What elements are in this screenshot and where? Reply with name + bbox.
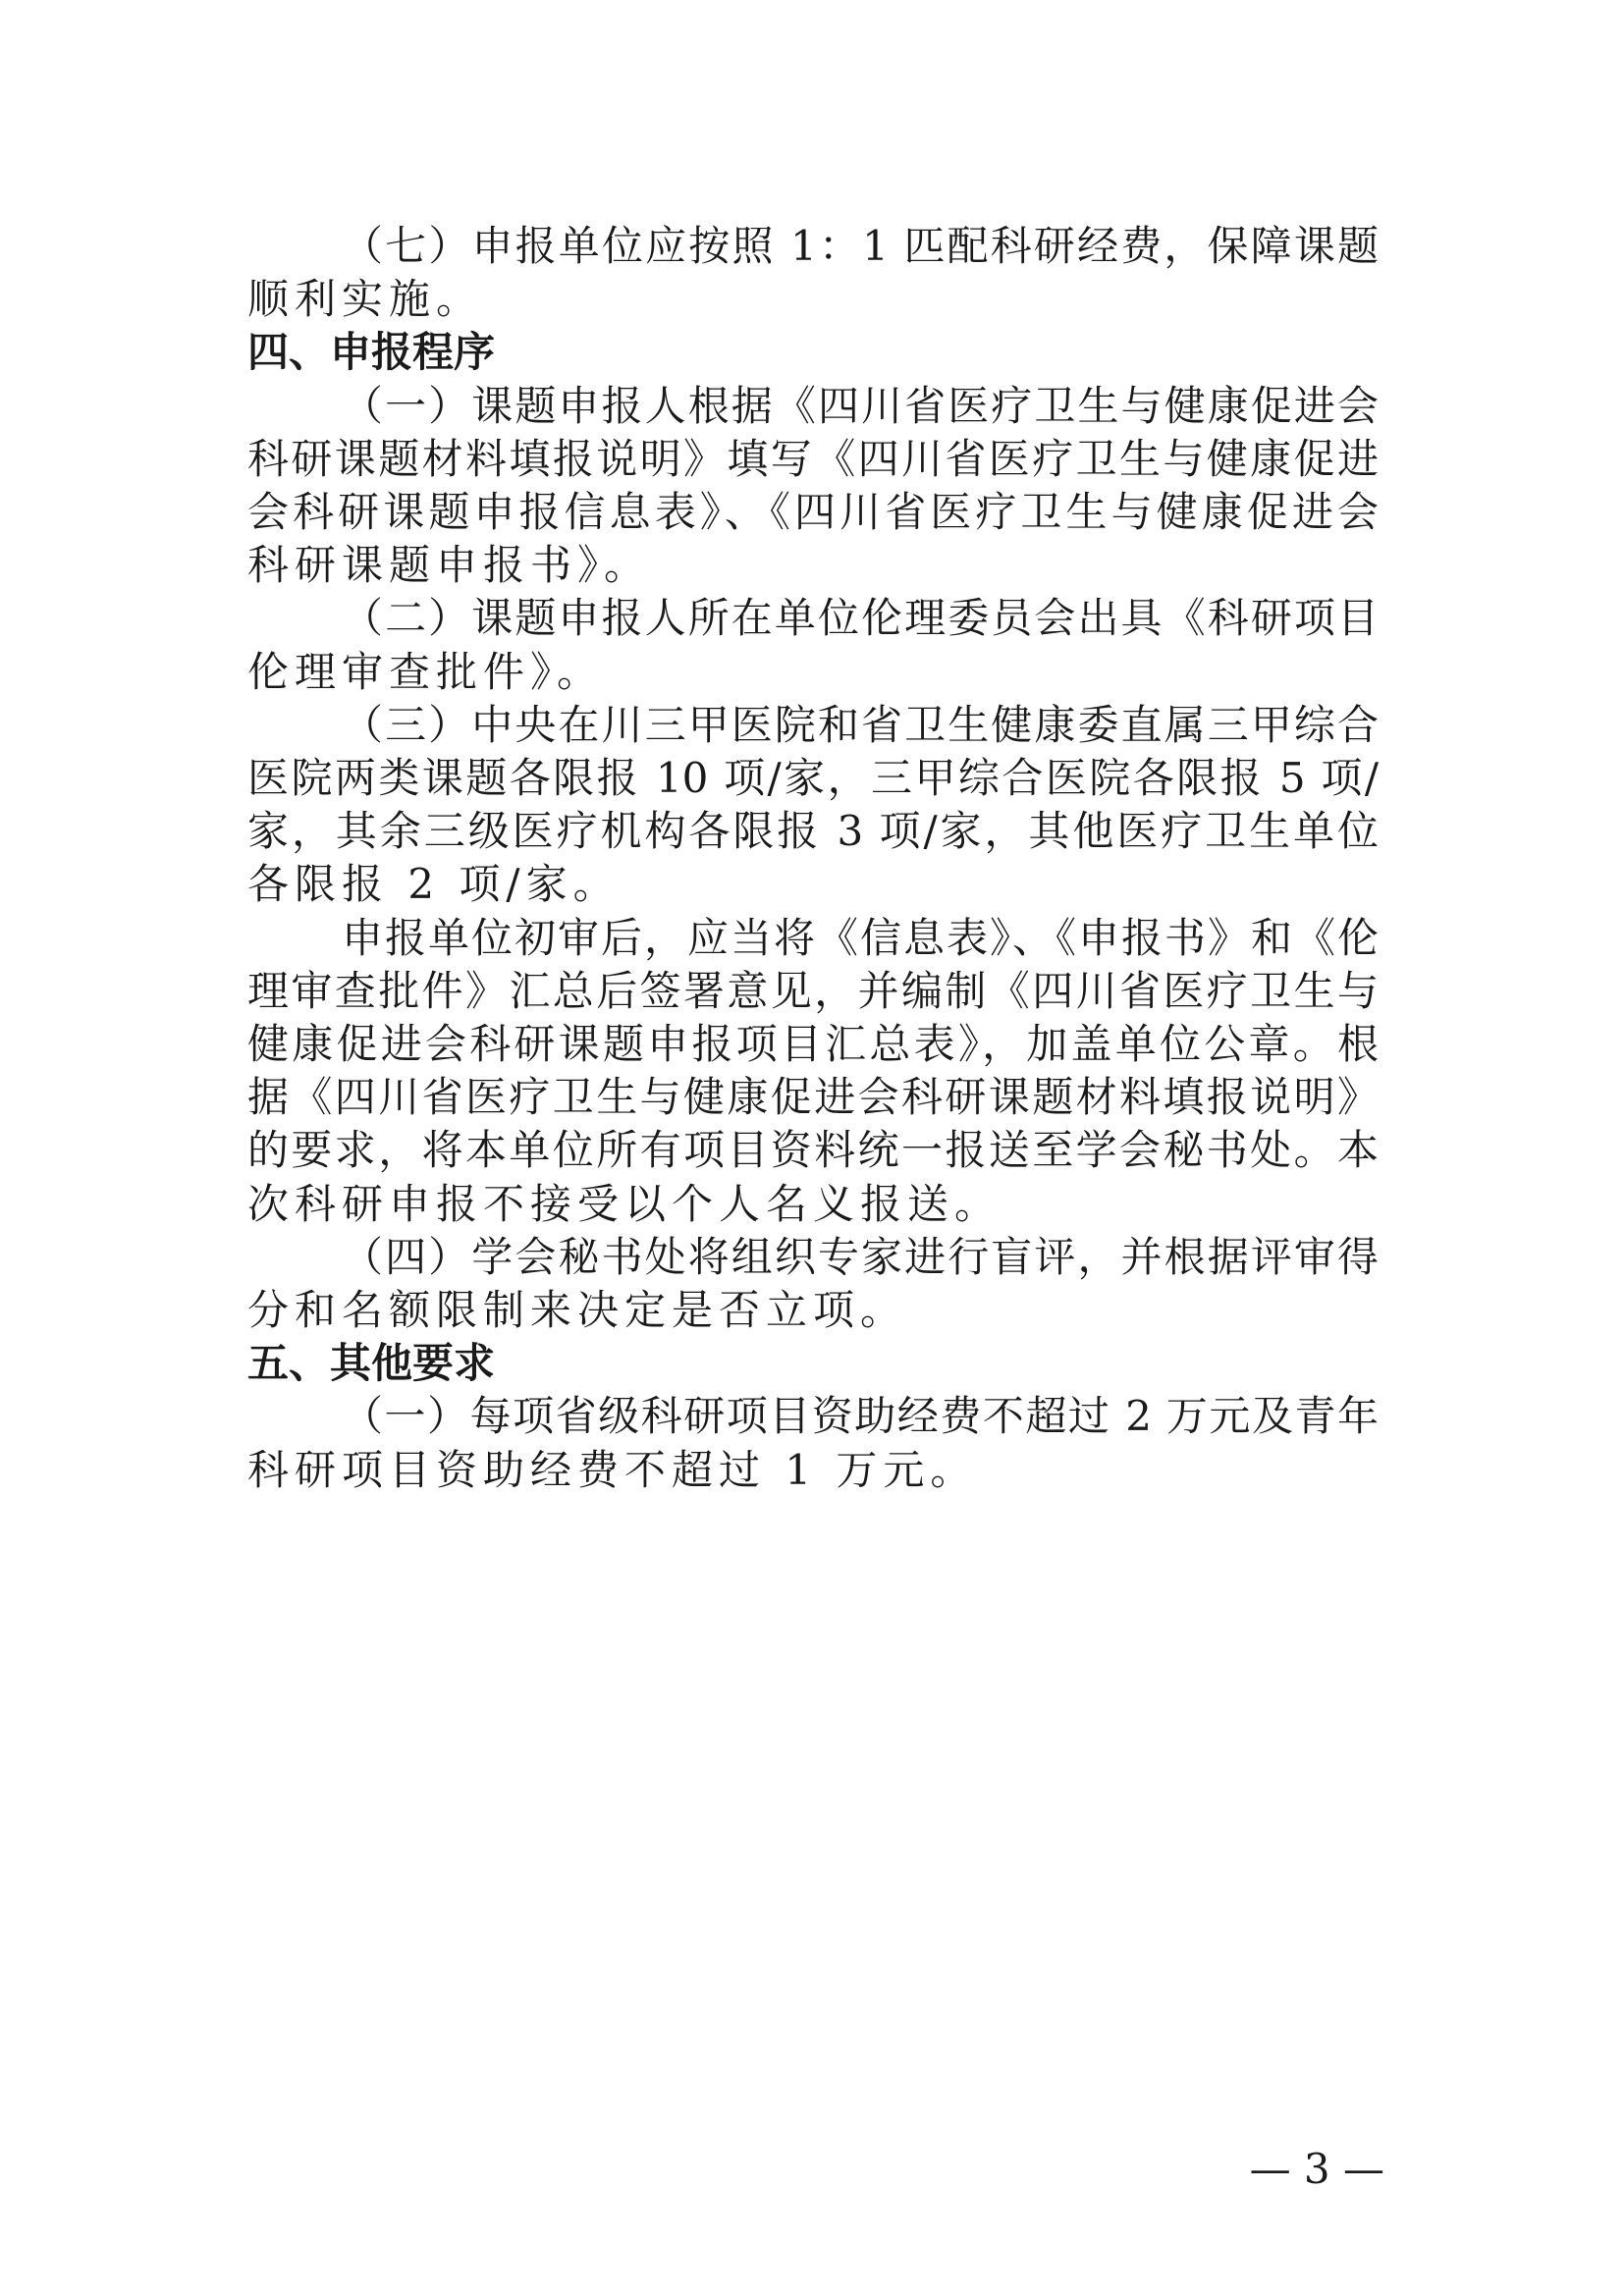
section-heading: 五、其他要求 [247, 1339, 496, 1388]
text-line: 顺利实施。 [247, 275, 484, 324]
text-line: 据《四川省医疗卫生与健康促进会科研课题材料填报说明》 [247, 1073, 1379, 1122]
text-line: 科研课题申报书》。 [247, 541, 652, 590]
text-line: 分和名额限制来决定是否立项。 [247, 1286, 908, 1334]
text-line: 健康促进会科研课题申报项目汇总表》，加盖单位公章。根 [247, 1020, 1379, 1068]
text-line: （四）学会秘书处将组织专家进行盲评，并根据评审得 [342, 1232, 1379, 1281]
text-line: 科研项目资助经费不超过 1 万元。 [247, 1445, 978, 1494]
text-line: 伦理审查批件》。 [247, 647, 605, 696]
text-line: 次科研申报不接受以个人名义报送。 [247, 1179, 1002, 1228]
page-number: — 3 — [1249, 2145, 1384, 2193]
text-line: 科研课题材料填报说明》填写《四川省医疗卫生与健康促进 [247, 434, 1379, 483]
text-line: （三）中央在川三甲医院和省卫生健康委直属三甲综合 [342, 700, 1379, 749]
text-line: 医院两类课题各限报 10 项/家，三甲综合医院各限报 5 项/ [247, 754, 1379, 802]
section-heading: 四、申报程序 [247, 328, 496, 377]
text-line: 申报单位初审后，应当将《信息表》、《申报书》和《伦 [342, 913, 1379, 962]
text-line: 各限报 2 项/家。 [247, 860, 621, 909]
text-line: （一）每项省级科研项目资助经费不超过 2 万元及青年 [342, 1392, 1379, 1441]
text-line: 家，其余三级医疗机构各限报 3 项/家，其他医疗卫生单位 [247, 807, 1379, 856]
text-line: 会科研课题申报信息表》、《四川省医疗卫生与健康促进会 [247, 488, 1379, 536]
text-line: （二）课题申报人所在单位伦理委员会出具《科研项目 [342, 594, 1379, 643]
text-line: 的要求，将本单位所有项目资料统一报送至学会秘书处。本 [247, 1126, 1379, 1175]
text-line: （七）申报单位应按照 1：1 匹配科研经费，保障课题 [342, 222, 1379, 270]
text-line: 理审查批件》汇总后签署意见，并编制《四川省医疗卫生与 [247, 966, 1379, 1015]
text-line: （一）课题申报人根据《四川省医疗卫生与健康促进会 [342, 381, 1379, 430]
